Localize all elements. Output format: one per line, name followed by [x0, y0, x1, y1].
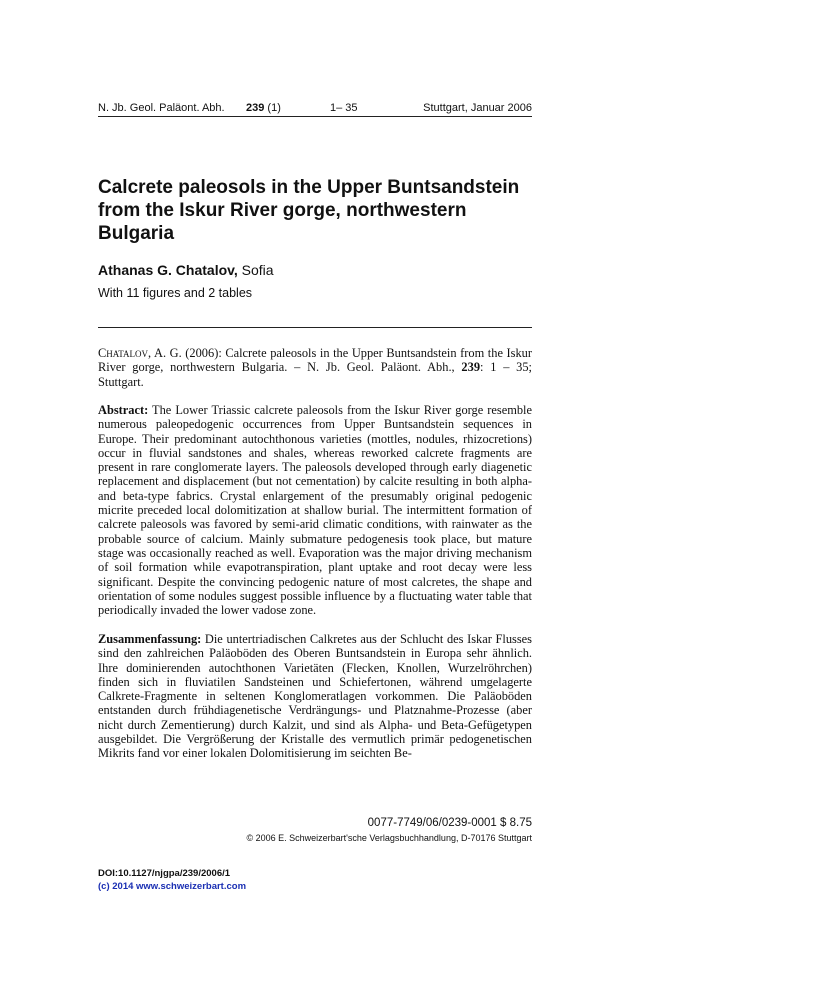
- author-name: Athanas G. Chatalov,: [98, 262, 238, 278]
- abstract: [98, 403, 532, 617]
- article-title: Calcrete paleosols in the Upper Buntsandstein from the Iskur River gorge, northwestern Bulgaria: [98, 177, 520, 244]
- doi-line: DOI:10.1127/njgpa/239/2006/1: [98, 868, 231, 879]
- running-head: [98, 101, 532, 115]
- volume-number: 239: [246, 102, 265, 114]
- abstract-text: The Lower Triassic calcrete paleosols from the Iskur River gorge resemble numerous paleopedogenic occurrences from Upper Buntsandstein sequences in Europe. Their predominant autochthonous varieties (mottles, nodules, rhizocretions) occur in fluvial sandstones and shales, whereas reworked calcrete fragments are present in rare conglomerate layers. The paleosols developed through early diagenetic replacement and displacement (but not cementation) by calcite resulting in both alpha- and beta-type fabrics. Crystal enlargement of the presumably original pedogenic micrite preceded local dolomitization at shallow burial. The intermittent formation of calcrete paleosols was favored by semi-arid climatic conditions, with rainwater as the probable source of calcium. Mainly submature pedogenesis took place, but mature stage was occasionally reached as well. Evaporation was the major driving mechanism of soil formation while evapotranspiration, plant uptake and root decay were less significant. Despite the convincing pedogenic nature of most calcretes, the shape and orientation of some nodules suggest possible influence by a fluctuating water table that periodically invaded the lower vadose zone.: [98, 403, 532, 618]
- issue-number: (1): [267, 102, 281, 114]
- header-rule: [98, 116, 532, 117]
- section-rule: [98, 327, 532, 328]
- citation-tail: : 1 – 35; Stuttgart.: [98, 360, 532, 389]
- place-date: Stuttgart, Januar 2006: [423, 102, 532, 114]
- citation-text: , A. G. (2006): Calcrete paleosols in the Upper Buntsandstein from the Iskur River gorge, northwestern Bulgaria. – N. Jb. Geol. Paläont. Abh.,: [98, 346, 532, 375]
- volume-issue: [246, 101, 281, 115]
- zusammenfassung: [98, 632, 532, 761]
- journal-name: N. Jb. Geol. Paläont. Abh.: [98, 102, 225, 114]
- issn-price: 0077-7749/06/0239-0001 $ 8.75: [367, 817, 532, 829]
- citation-volume: 239: [461, 360, 481, 375]
- citation: [98, 346, 532, 389]
- abstract-label: Abstract:: [98, 403, 149, 417]
- author-affiliation: Sofia: [241, 262, 274, 278]
- zusammenfassung-text: Die untertriadischen Calkretes aus der Schlucht des Iskar Flusses sind den zahlreichen Paläoböden des Oberen Buntsandstein in Europa sehr ähnlich. Ihre dominierenden autochthonen Varietäten (Flecken, Knollen, Wurzelröhrchen) finden sich in fluviatilen Sandsteinen und Schiefertonen, während umgelagerte Calkrete-Fragmente in seltenen Konglomeratlagen vorkommen. Die Paläoböden entstanden durch frühdiagenetische Verdrängungs- und Platznahme-Prozesse (aber nicht durch Zementierung) durch Kalzit, und sind als Alpha- und Beta-Gefügetypen ausgebildet. Die Vergrößerung der Kristalle des vermutlich primär pedogenetischen Mikrits fand vor einer lokalen Dolomitisierung im seichten Be-: [98, 632, 532, 761]
- publisher-link[interactable]: (c) 2014 www.schweizerbart.com: [98, 881, 247, 892]
- copyright-notice: © 2006 E. Schweizerbart'sche Verlagsbuchhandlung, D-70176 Stuttgart: [246, 833, 532, 843]
- figures-tables-note: With 11 figures and 2 tables: [98, 286, 253, 300]
- author-line: [98, 261, 274, 279]
- zusammenfassung-label: Zusammenfassung:: [98, 632, 202, 646]
- citation-author: Chatalov: [98, 346, 149, 360]
- page-range: 1– 35: [330, 102, 358, 114]
